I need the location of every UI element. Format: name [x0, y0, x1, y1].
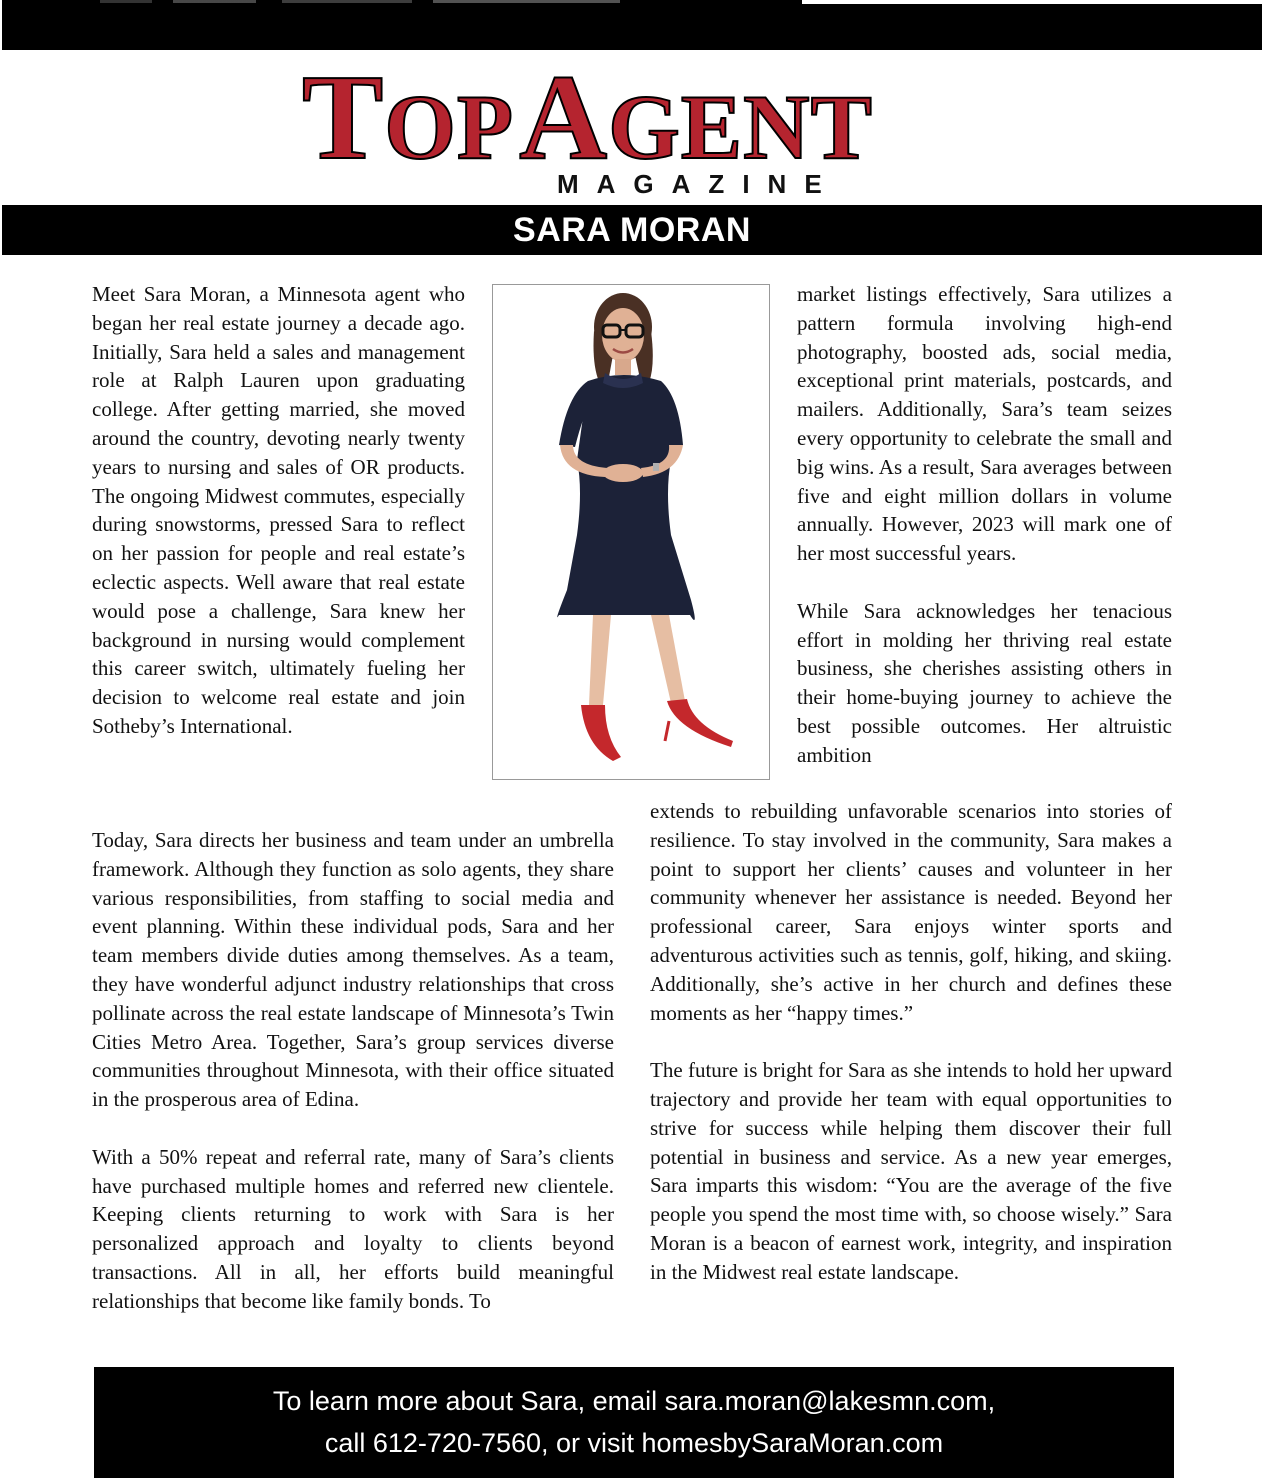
article-paragraph: While Sara acknowledges her tenacious effort in molding her thriving real estate business, she cherishes assisting others in their home-buying journey to achieve the best possible outcomes. Her altruistic ambition — [797, 598, 1172, 767]
top-strip-gap — [802, 0, 1264, 4]
article-paragraph: Today, Sara directs her business and team under an umbrella framework. Although they function as solo agents, they share various responsibilities, from staffing to social media and event planning. Within these individual pods, Sara and her team members divide duties among themselves. As a team, they have wonderful adjunct industry relationships that cross pollinate across the real estate landscape of Minnesota’s Twin Cities Metro Area. Together, Sara’s group services diverse communities throughout Minnesota, with their office situated in the prosperous area of Edina. — [92, 828, 614, 1112]
top-black-band — [2, 0, 1262, 50]
masthead-title: TOP AGENT — [302, 50, 873, 185]
profile-name-bar — [2, 205, 1262, 255]
agent-photo — [492, 284, 770, 780]
footer-line-email: To learn more about Sara, email sara.moran@lakesmn.com, — [272, 1386, 996, 1416]
article-left-top — [92, 280, 465, 741]
footer-line-phone-web: call 612-720-7560, or visit homesbySaraMoran.com — [324, 1428, 944, 1458]
profile-name: SARA MORAN — [513, 210, 751, 249]
article-paragraph: market listings effectively, Sara utilizes a pattern formula involving high-end photography, boosted ads, social media, exceptional print materials, postcards, and mailers. Additionally, Sara’s team seizes every opportunity to celebrate the small and big wins. As a result, Sara averages between five and eight million dollars in volume annually. However, 2023 will mark one of her most successful years. — [797, 282, 1172, 566]
agent-portrait-illustration — [493, 285, 768, 778]
contact-footer — [94, 1367, 1174, 1478]
article-right-top — [797, 280, 1172, 770]
article-paragraph: extends to rebuilding unfavorable scenarios into stories of resilience. To stay involved in the community, Sara makes a point to support her clients’ causes and volunteer in her community whenever her assistance is needed. Beyond her professional career, Sara enjoys winter sports and adventurous activities such as tennis, golf, hiking, and skiing. Additionally, she’s active in her church and defines these moments as her “happy times.” — [650, 799, 1172, 1025]
masthead-logo — [0, 50, 1264, 203]
article-paragraph: The future is bright for Sara as she intends to hold her upward trajectory and provide her team with equal opportunities to strive for success while helping them discover their full potential in business and service. As a new year emerges, Sara imparts this wisdom: “You are the average of the five people you spend the most time with, so choose wisely.” Sara Moran is a beacon of earnest work, integrity, and inspiration in the Midwest real estate landscape. — [650, 1058, 1172, 1284]
masthead-subtitle: MAGAZINE — [557, 169, 840, 199]
cropped-header-strip — [100, 0, 620, 3]
article-paragraph: Meet Sara Moran, a Minnesota agent who began her real estate journey a decade ago. Initially, Sara held a sales and management role at Ralph Lauren upon graduating college. After getting married, she moved around the country, devoting nearly twenty years to nursing and sales of OR products. The ongoing Midwest commutes, especially during snowstorms, pressed Sara to reflect on her passion for people and real estate’s eclectic aspects. Well aware that real estate would pose a challenge, Sara knew her background in nursing would complement this career switch, ultimately fueling her decision to welcome real estate and join Sotheby’s International. — [92, 282, 465, 738]
article-right-bottom — [650, 797, 1172, 1287]
article-left-bottom — [92, 826, 614, 1316]
article-paragraph: With a 50% repeat and referral rate, many of Sara’s clients have purchased multiple homes and referred new clientele. Keeping clients returning to work with Sara is her personalized approach and loyalty to clients beyond transactions. All in all, her efforts build meaningful relationships that become like family bonds. To — [92, 1144, 614, 1313]
